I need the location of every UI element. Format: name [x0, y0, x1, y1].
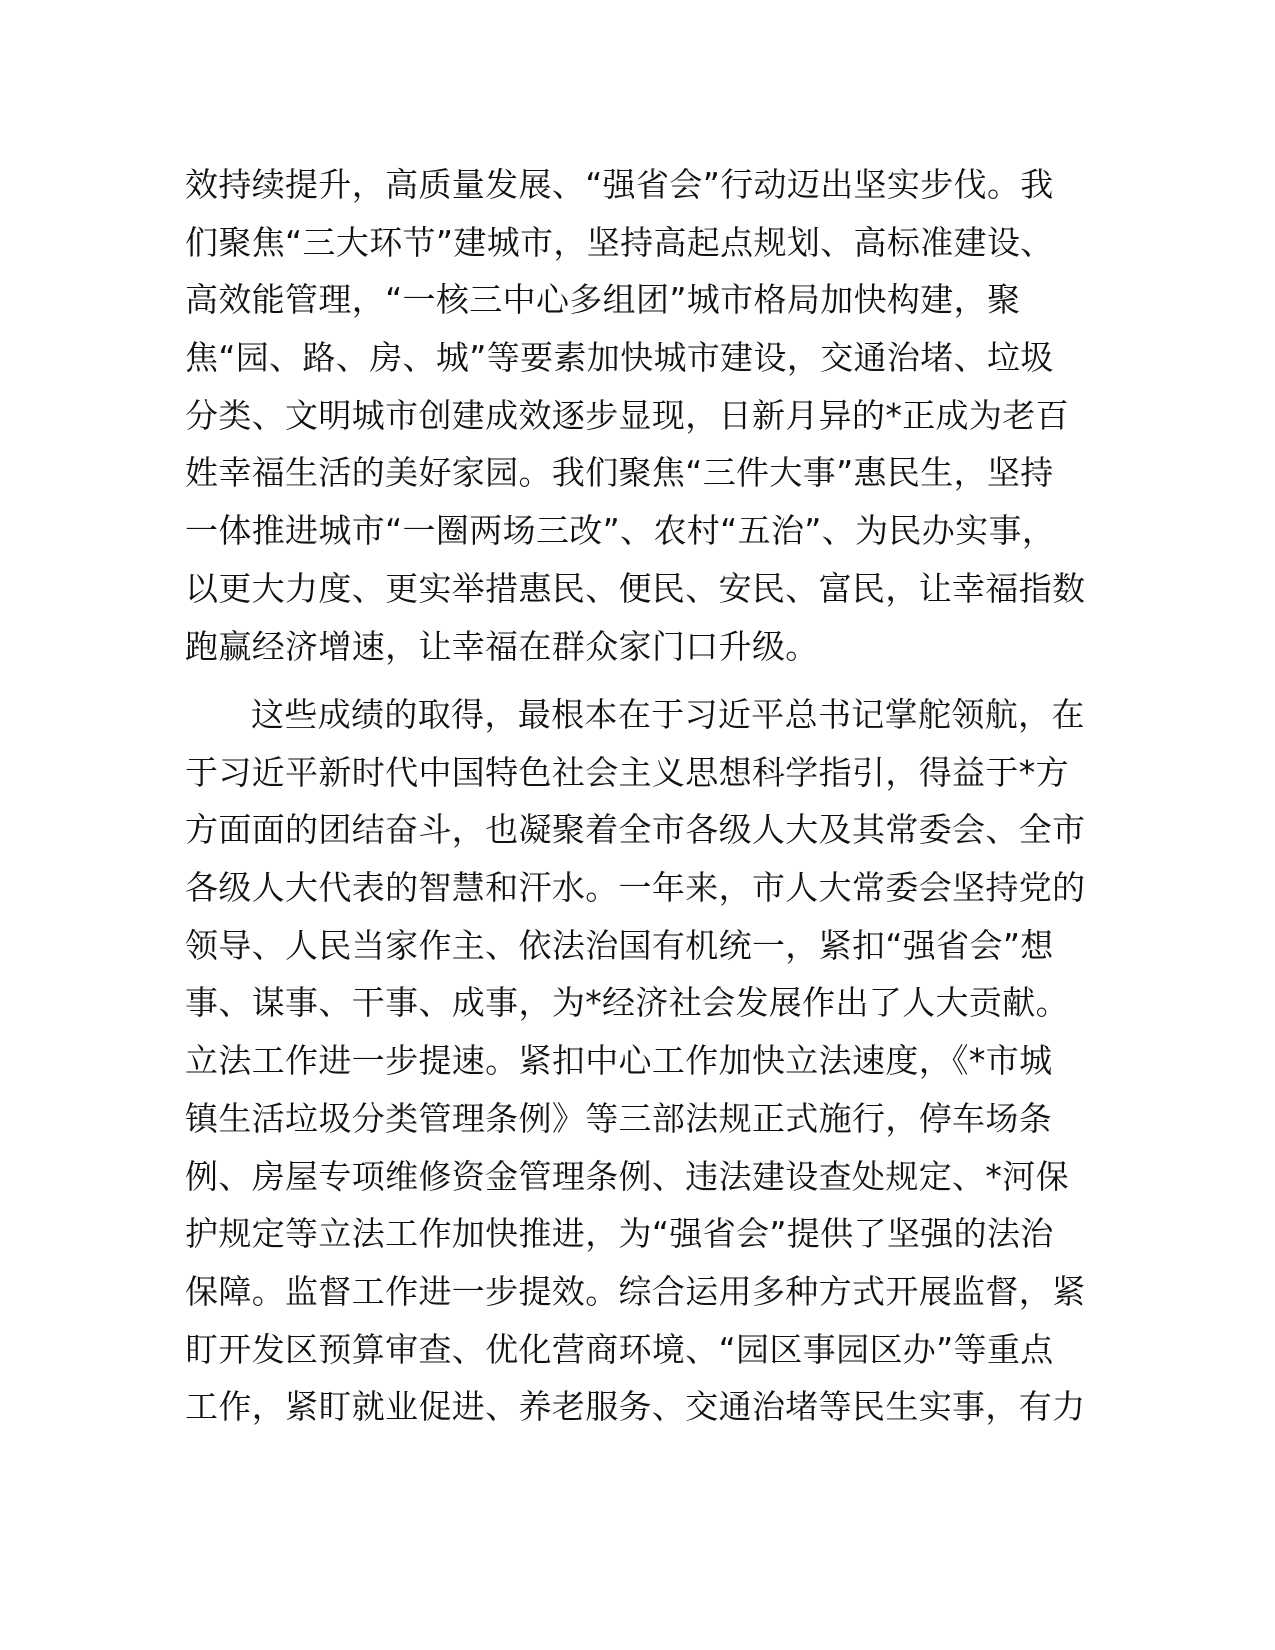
text-line: 方面面的团结奋斗，也凝聚着全市各级人大及其常委会、全市 [185, 810, 1086, 850]
text-line: 姓幸福生活的美好家园。我们聚焦“三件大事”惠民生，坚持 [185, 453, 1054, 493]
text-line: 分类、文明城市创建成效逐步显现，日新月异的*正成为老百 [185, 395, 1069, 435]
text-line: 事、谋事、干事、成事，为*经济社会发展作出了人大贡献。 [185, 983, 1069, 1023]
text-line: 保障。监督工作进一步提效。综合运用多种方式开展监督，紧 [185, 1271, 1086, 1311]
text-line: 工作，紧盯就业促进、养老服务、交通治堵等民生实事，有力 [185, 1387, 1086, 1427]
text-line: 盯开发区预算审查、优化营商环境、“园区事园区办”等重点 [185, 1329, 1054, 1369]
text-line: 领导、人民当家作主、依法治国有机统一，紧扣“强省会”想 [185, 925, 1054, 965]
text-line-first: 这些成绩的取得，最根本在于习近平总书记掌舵领航，在 [251, 695, 1085, 734]
text-line: 跑赢经济增速，让幸福在群众家门口升级。 [185, 626, 819, 666]
text-line: 效持续提升，高质量发展、“强省会”行动迈出坚实步伐。我 [185, 165, 1054, 204]
text-line: 例、房屋专项维修资金管理条例、违法建设查处规定、*河保 [185, 1156, 1069, 1196]
text-line: 镇生活垃圾分类管理条例》等三部法规正式施行，停车场条 [185, 1098, 1053, 1138]
paragraph-1 [185, 156, 1085, 675]
text-line: 焦“园、路、房、城”等要素加快城市建设，交通治堵、垃圾 [185, 338, 1054, 378]
paragraph-2 [185, 686, 1085, 1436]
text-line: 一体推进城市“一圈两场三改”、农村“五治”、为民办实事， [185, 511, 1056, 551]
text-line: 各级人大代表的智慧和汗水。一年来，市人大常委会坚持党的 [185, 868, 1086, 908]
text-line: 高效能管理，“一核三中心多组团”城市格局加快构建，聚 [185, 280, 1021, 320]
text-line: 以更大力度、更实举措惠民、便民、安民、富民，让幸福指数 [185, 568, 1086, 608]
text-line: 们聚焦“三大环节”建城市，坚持高起点规划、高标准建设、 [185, 222, 1054, 262]
text-line: 护规定等立法工作加快推进，为“强省会”提供了坚强的法治 [185, 1214, 1054, 1254]
text-line: 于习近平新时代中国特色社会主义思想科学指引，得益于*方 [185, 752, 1069, 792]
text-line: 立法工作进一步提速。紧扣中心工作加快立法速度，《*市城 [185, 1041, 1053, 1081]
